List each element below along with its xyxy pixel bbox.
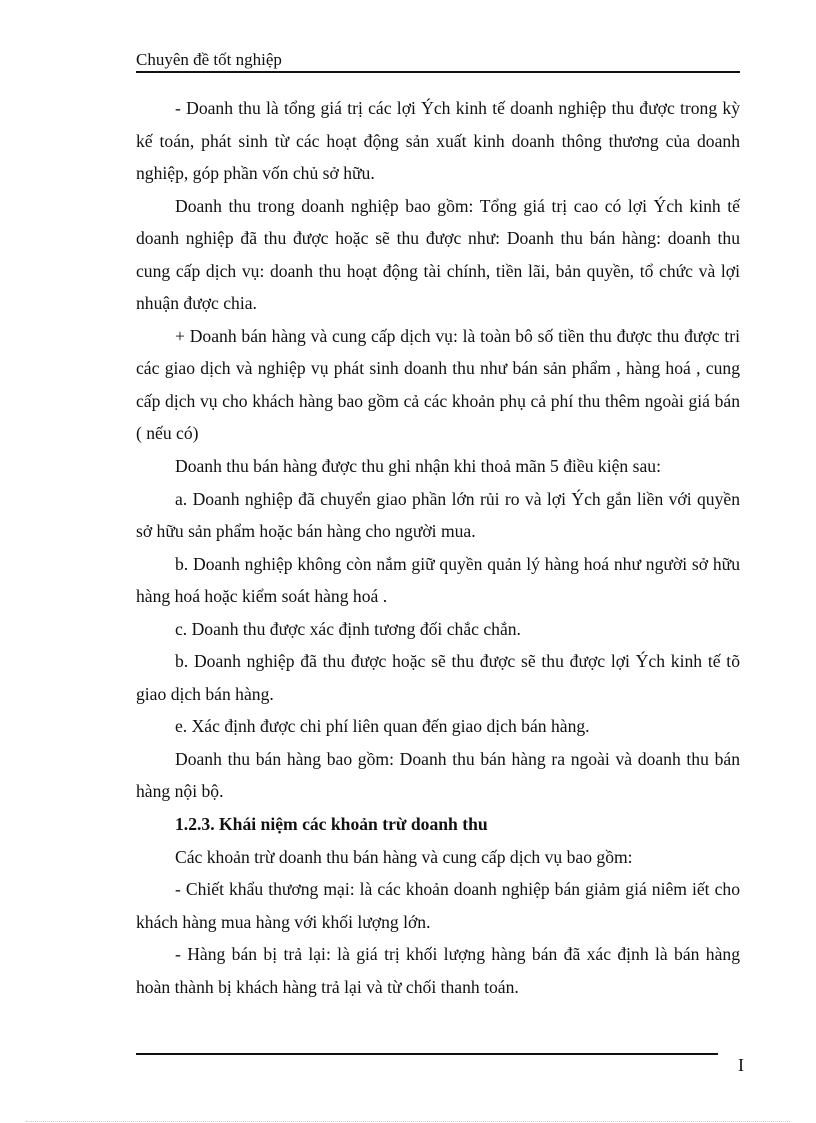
page-number: I [738, 1055, 744, 1075]
body-paragraph: b. Doanh nghiệp không còn nắm giữ quyền quản lý hàng hoá như người sở hữu hàng hoá hoặc kiểm soát hàng hoá . [136, 553, 740, 607]
body-paragraph: + Doanh bán hàng và cung cấp dịch vụ: là toàn bô số tiền thu được thu được tri các giao dịch và nghiệp vụ phát sinh doanh thu như bán sản phẩm , hàng hoá , cung cấp dịch vụ cho khách hàng bao gồm cả các khoản phụ cả phí thu thêm ngoài giá bán ( nếu có) [136, 325, 740, 444]
footer-divider [136, 1053, 718, 1055]
body-paragraph: - Doanh thu là tổng giá trị các lợi Ých kinh tế doanh nghiệp thu được trong kỳ kế toán, phát sinh từ các hoạt động sản xuất kinh doanh thông thương của doanh nghiệp, góp phần vốn chủ sở hữu. [136, 98, 740, 184]
body-paragraph: e. Xác định được chi phí liên quan đến giao dịch bán hàng. [175, 716, 590, 737]
body-paragraph: Doanh thu bán hàng bao gồm: Doanh thu bán hàng ra ngoài và doanh thu bán hàng nội bộ. [136, 748, 740, 802]
body-paragraph: - Chiết khẩu thương mại: là các khoản doanh nghiệp bán giảm giá niêm iết cho khách hàng mua hàng với khối lượng lớn. [136, 879, 740, 932]
page-bottom-edge [26, 1121, 790, 1122]
body-paragraph: c. Doanh thu được xác định tương đối chắc chắn. [175, 618, 521, 639]
body-paragraph: Doanh thu bán hàng được thu ghi nhận khi thoả mãn 5 điều kiện sau: [175, 456, 661, 477]
body-paragraph: a. Doanh nghiệp đã chuyển giao phần lớn rủi ro và lợi Ých gắn liền với quyền sở hữu sản phẩm hoặc bán hàng cho người mua. [136, 488, 740, 542]
body-paragraph: Doanh thu trong doanh nghiệp bao gồm: Tổng giá trị cao có lợi Ých kinh tế doanh nghiệp đã thu được hoặc sẽ thu được như: Doanh thu bán hàng: doanh thu cung cấp dịch vụ: doanh thu hoạt động tài chính, tiền lãi, bản quyền, tổ chức và lợi nhuận được chia. [136, 195, 740, 314]
body-paragraph: b. Doanh nghiệp đã thu được hoặc sẽ thu được sẽ thu được lợi Ých kinh tế tõ giao dịch bán hàng. [136, 651, 740, 704]
section-heading: 1.2.3. Khái niệm các khoản trừ doanh thu [175, 814, 488, 835]
body-paragraph: Các khoản trừ doanh thu bán hàng và cung cấp dịch vụ bao gồm: [175, 846, 633, 867]
body-paragraph: - Hàng bán bị trả lại: là giá trị khối lượng hàng bán đã xác định là bán hàng hoàn thành bị khách hàng trả lại và từ chối thanh toán. [136, 944, 740, 997]
header-divider [136, 71, 740, 73]
page-header-title: Chuyên đề tốt nghiệp [136, 50, 282, 69]
document-body [136, 92, 740, 1003]
